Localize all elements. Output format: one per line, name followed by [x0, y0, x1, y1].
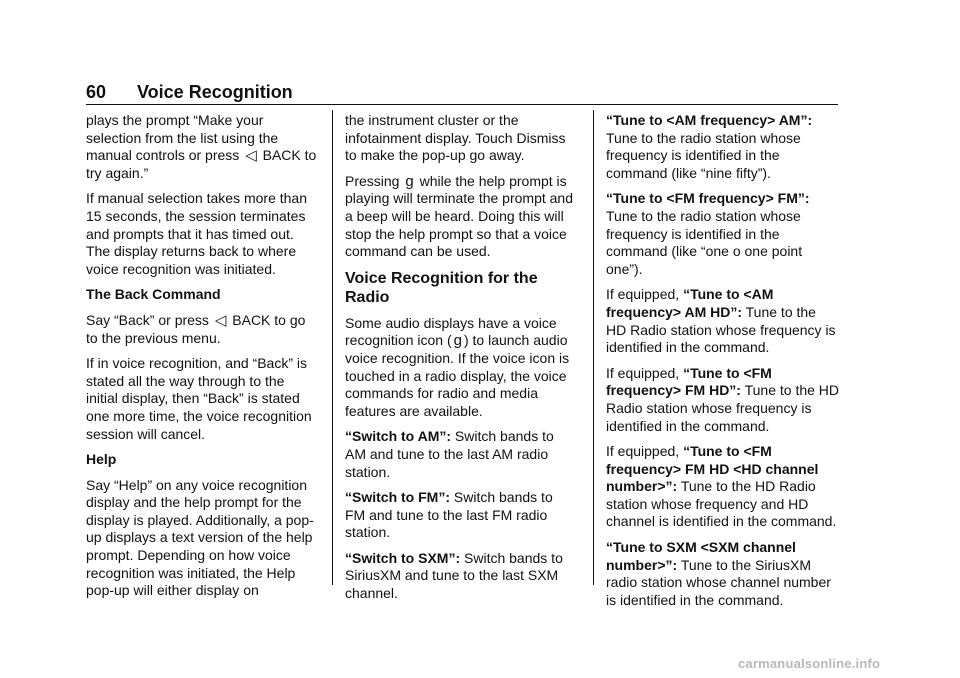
paragraph: If in voice recognition, and “Back” is stated all the way through to the initial display, then “Back” is stated one more time, the voice recognition session will cancel.	[86, 355, 312, 442]
command-label: “Switch to SXM”:	[345, 549, 461, 566]
command-description: Tune to the HD Radio station whose frequency is identified in the command.	[606, 303, 836, 356]
text: plays the prompt “Make your selection from the list using the manual controls or press	[86, 112, 279, 164]
text: ) to launch audio voice recognition. If the voice icon is touched in a radio display, the voice commands for radio and media features are available.	[345, 332, 570, 419]
command-item	[345, 428, 575, 481]
command-description: Tune to the HD Radio station whose frequency is identified in the command.	[606, 382, 840, 434]
column-2	[345, 112, 575, 611]
command-label: “Tune to <FM frequency> FM HD <HD channel number>”:	[606, 443, 819, 495]
command-item	[606, 443, 840, 531]
subheading-back-command: The Back Command	[86, 286, 221, 303]
command-description: Switch bands to FM and tune to the last FM radio station.	[345, 489, 553, 541]
column-3	[606, 112, 840, 617]
paragraph: If manual selection takes more than 15 seconds, the session terminates and prompts that it has timed out. The display returns back to where voice recognition was initiated.	[86, 190, 308, 277]
command-description: Tune to the SiriusXM radio station whose channel number is identified in the command.	[606, 556, 831, 608]
text: BACK to go to the previous menu.	[86, 311, 306, 346]
paragraph: Say “Help” on any voice recognition display and the help prompt for the display is played. Additionally, a pop-up displays a text version of the help prompt. Depending on how voice recognition was initiated, the Help pop-up will either display on	[86, 476, 314, 599]
voice-recognition-icon: ɡ	[405, 172, 414, 190]
command-prefix: If equipped,	[606, 443, 684, 460]
command-item	[606, 365, 840, 435]
command-label: “Tune to <AM frequency> AM HD”:	[606, 286, 774, 320]
back-arrow-icon: ◁	[245, 147, 257, 165]
voice-recognition-icon: ɡ	[453, 332, 462, 350]
command-label: “Switch to FM”:	[345, 489, 450, 506]
text: Say “Back” or press	[86, 311, 213, 328]
text: while the help prompt is playing will terminate the prompt and a beep will be heard. Doing this will stop the help prompt so that a voice command can be used.	[345, 172, 574, 260]
page-header	[86, 81, 838, 105]
command-label: “Tune to SXM <SXM channel number>”:	[606, 539, 796, 573]
text: Some audio displays have a voice recognition icon (	[345, 314, 557, 349]
heading-voice-recognition-radio: Voice Recognition for the Radio	[345, 269, 538, 306]
watermark: carmanualsonline.info	[738, 656, 881, 671]
command-label: “Tune to <AM frequency> AM”:	[606, 112, 813, 128]
text: BACK to try again.”	[86, 147, 317, 181]
section-title: Voice Recognition	[137, 82, 293, 102]
command-item	[606, 190, 840, 278]
column-divider-2	[593, 110, 594, 585]
command-label: “Switch to AM”:	[345, 428, 452, 445]
paragraph: the instrument cluster or the infotainment display. Touch Dismiss to make the pop-up go away.	[345, 112, 566, 164]
command-item	[606, 286, 840, 356]
command-item	[345, 550, 575, 603]
command-description: Tune to the radio station whose frequency is identified in the command (like “one o one point one”).	[606, 207, 803, 277]
command-prefix: If equipped,	[606, 286, 684, 303]
paragraph	[345, 315, 575, 421]
command-item	[345, 489, 575, 542]
command-item	[606, 539, 840, 609]
paragraph	[86, 312, 320, 347]
command-description: Tune to the HD Radio station whose frequency and HD channel is identified in the command.	[606, 478, 837, 530]
column-divider-1	[332, 110, 333, 585]
command-label: “Tune to <FM frequency> FM HD”:	[606, 364, 772, 399]
header-divider	[86, 104, 838, 105]
back-arrow-icon: ◁	[214, 311, 227, 329]
page-number: 60	[86, 82, 107, 102]
subheading-help: Help	[86, 451, 117, 468]
command-label: “Tune to <FM frequency> FM”:	[606, 190, 810, 207]
command-prefix: If equipped,	[606, 364, 684, 381]
command-item	[606, 112, 840, 182]
command-description: Switch bands to SiriusXM and tune to the last SXM channel.	[345, 549, 563, 602]
column-1	[86, 112, 320, 608]
command-description: Tune to the radio station whose frequency is identified in the command (like “nine fifty”).	[606, 129, 801, 181]
text: Pressing	[345, 172, 404, 189]
command-description: Switch bands to AM and tune to the last AM radio station.	[345, 428, 554, 480]
paragraph	[345, 173, 575, 261]
paragraph	[86, 112, 320, 182]
